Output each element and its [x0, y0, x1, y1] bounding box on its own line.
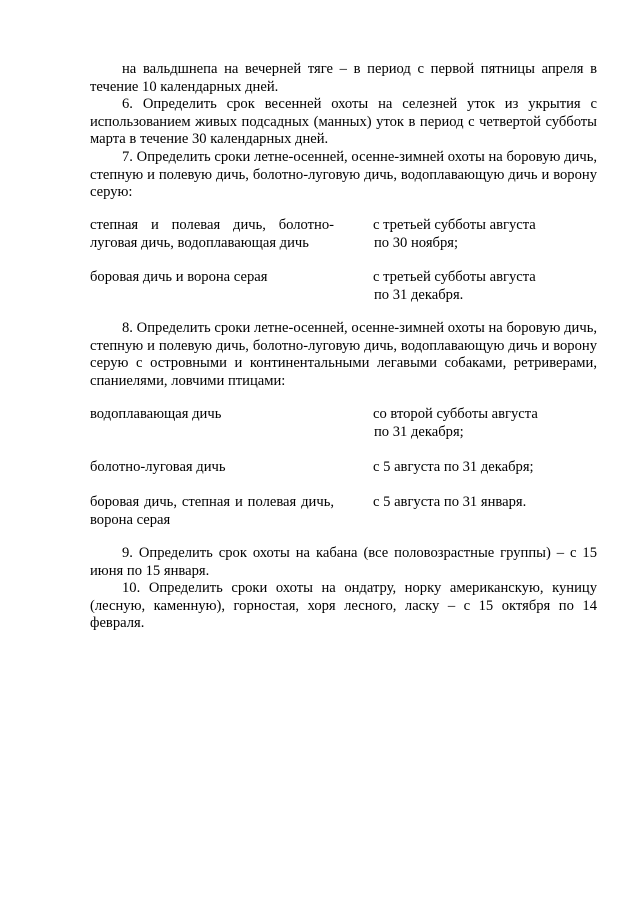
table8-row [90, 458, 597, 498]
table7-game-cell: степная и полевая дичь, болотно-луговая дичь, водоплавающая дичь [90, 217, 334, 251]
table7-row [90, 268, 597, 308]
table7-period-cell [373, 268, 597, 304]
table8-period-cell [373, 405, 597, 441]
table8-period-cell [373, 493, 597, 511]
table8-period-line2: по 31 декабря; [374, 424, 464, 440]
table8-game-cell: водоплавающая дичь [90, 406, 222, 422]
table7-period-line2: по 31 декабря. [374, 287, 464, 303]
table8-game-cell: болотно-луговая дичь [90, 459, 226, 475]
table8-row [90, 493, 597, 533]
paragraph-8-hunting-with-dogs: 8. Определить сроки летне-осенней, осенне-зимней охоты на боровую дичь, степную и полевую дичь, болотно-луговую дичь, водоплавающую дичь и ворону серую с островными и континентальными легавыми собаками, ретриверами, спаниелями, ловчими птицами: [90, 320, 597, 389]
table8-period-line1: со второй субботы августа [373, 406, 538, 422]
paragraph-7-summer-autumn-hunting: 7. Определить сроки летне-осенней, осенне-зимней охоты на боровую дичь, степную и полевую дичь, болотно-луговую дичь, водоплавающую дичь и ворону серую: [90, 149, 597, 200]
table7-period-line2: по 30 ноября; [374, 235, 459, 251]
table7-period-line1: с третьей субботы августа [373, 217, 536, 233]
paragraph-woodcock-continuation: на вальдшнепа на вечерней тяге – в период с первой пятницы апреля в течение 10 календарных дней. [90, 61, 597, 95]
table7-row [90, 216, 597, 256]
paragraph-9-boar-hunting: 9. Определить срок охоты на кабана (все половозрастные группы) – с 15 июня по 15 января. [90, 545, 597, 579]
table7-period-line1: с третьей субботы августа [373, 269, 536, 285]
table7-period-cell [373, 216, 597, 252]
paragraph-6-spring-duck-hunting: 6. Определить срок весенней охоты на селезней уток из укрытия с использованием живых подсадных (манных) уток в период с четвертой субботы марта в течение 30 календарных дней. [90, 96, 597, 147]
table8-game-cell: боровая дичь, степная и полевая дичь, ворона серая [90, 494, 334, 528]
table8-period-line1: с 5 августа по 31 января. [373, 494, 527, 510]
table8-period-cell [373, 458, 597, 476]
table8-period-line1: с 5 августа по 31 декабря; [373, 459, 534, 475]
table8-row [90, 405, 597, 445]
table7-game-cell: боровая дичь и ворона серая [90, 269, 268, 285]
paragraph-10-furbearer-hunting: 10. Определить сроки охоты на ондатру, норку американскую, куницу (лесную, каменную), горностая, хоря лесного, ласку – с 15 октября по 14 февраля. [90, 580, 597, 631]
